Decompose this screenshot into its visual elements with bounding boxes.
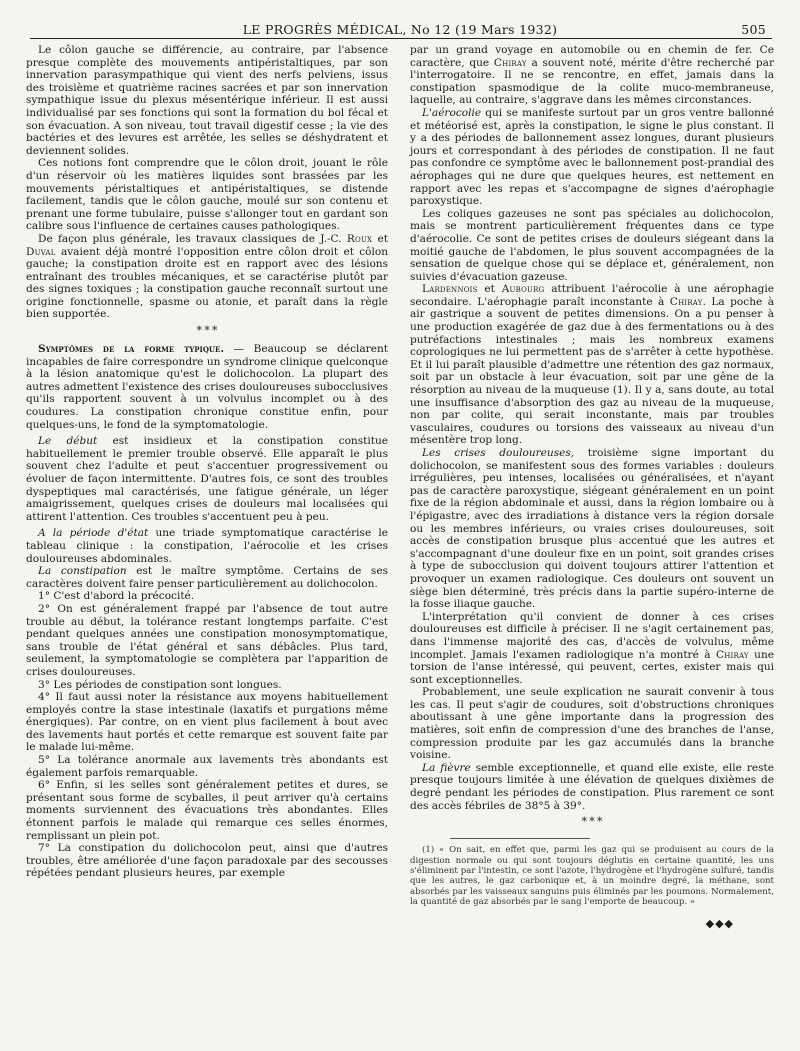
- paragraph: Les crises douloureuses, troisième signe important du dolichocolon, se manifestent sous des formes variables : douleurs irrégulières, peu intenses, localisées ou généralisées, et n'ayant pas de caractère paroxystique, siégeant généralement en un point fixe de la région abdominale et aussi, dans la région lombaire ou à l'épigastre, avec des irradiations à distance vers la région dorsale ou les membres inférieurs, ou vraies crises douloureuses, soit accès de constipation brusque plus accentué que les autres et s'accompagnant d'une douleur fixe en un point, soit grandes crises à type de subocclusion qui doivent toujours attirer l'attention et provoquer un examen radiologique. Ces douleurs ont souvent un siège bien déterminé, très précis dans la partie supéro-interne de la fosse iliaque gauche.: [410, 447, 774, 611]
- paragraph: Les coliques gazeuses ne sont pas spéciales au dolichocolon, mais se montrent particulièrement fréquentes dans ce type d'aérocolie. Ce sont de petites crises de douleurs siégeant dans la moitié gauche de l'abdomen, le plus souvent accompagnées de la sensation de quelque chose qui se déplace et, généralement, non suivies d'évacuation gazeuse.: [410, 207, 774, 283]
- paragraph: Symptômes de la forme typique. — Beaucoup se déclarent incapables de faire correspondre un syndrome clinique quelconque à la lésion anatomique qu'est le dolichocolon. La plupart des autres admettent l'existence des crises douloureuses subocclusives qu'ils rapportent souvent à un volvulus incomplet ou à des coudures. La constipation chronique constitue enfin, pour quelques-uns, le fond de la symptomatologie.: [26, 343, 388, 431]
- paragraph: Probablement, une seule explication ne saurait convenir à tous les cas. Il peut s'agir de coudures, soit d'obstructions chroniques aboutissant à une gêne importante dans la progression des matières, soit enfin de compression d'une des branches de l'anse, compression produite par les gaz accumulés dans la branche voisine.: [410, 686, 774, 762]
- author-name: Chiray: [669, 295, 703, 308]
- paragraph: L'aérocolie qui se manifeste surtout par un gros ventre ballonné et météorisé est, après la constipation, le signe le plus constant. Il y a des périodes de ballonnement assez longues, durant plusieurs jours et correspondant à des périodes de constipation. Il ne faut pas confondre ce symptôme avec le ballonnement post-prandial des aérophages qui ne dure que quelques heures, est nettement en rapport avec les repas et s'accompagne de signes d'aérophagie paroxystique.: [410, 106, 775, 208]
- footnote: (1) « On sait, en effet que, parmi les gaz qui se produisent au cours de la digestion normale ou qui sont toujours déglutis en certaine quantité, les uns s'éliminent par l'intestin, ce sont l'azote, l'hydrogène et l'hydrogène sulfuré, tandis que les autres, le gaz carbonique et, à un moindre degré, la méthane, sont absorbés par les vaisseaux sanguins puis éliminés par les poumons. Normalement, la quantité de gaz absorbés par le sang l'emporte de beaucoup. »: [410, 845, 774, 908]
- right-column: [410, 44, 774, 930]
- list-item: 1° C'est d'abord la précocité.: [38, 590, 195, 603]
- author-name: Lardennois: [422, 283, 478, 296]
- author-name: Chiray: [493, 56, 527, 69]
- section-ornament: * * *: [581, 815, 603, 829]
- list-item: 7° La constipation du dolichocolon peut, ainsi que d'autres troubles, être améliorée d'une façon paradoxale par des secousses répétées pendant plusieurs heures, par exemple: [26, 842, 388, 880]
- page-number: 505: [741, 22, 766, 37]
- author-name: Duval: [26, 245, 56, 258]
- paragraph: par un grand voyage en automobile ou en chemin de fer. Ce caractère, que Chiray a souvent noté, mérite d'être recherché par l'interrogatoire. Il ne se rencontre, en effet, jamais dans la constipation spasmodique de la colite muco-membraneuse, laquelle, au contraire, s'aggrave dans les mêmes circonstances.: [410, 44, 774, 107]
- end-ornament: ◆◆◆: [705, 916, 734, 930]
- journal-title: LE PROGRÈS MÉDICAL, No 12 (19 Mars 1932): [242, 22, 558, 37]
- paragraph: De façon plus générale, les travaux classiques de J.-C. Roux et Duval avaient déjà montré l'opposition entre côlon droit et côlon gauche; la constipation droite est en rapport avec des lésions entraînant des troubles mécaniques, et se caractérise plutôt par des signes toxiques ; la constipation gauche reconnaît surtout une origine fonctionnelle, spasme ou atonie, et paraît dans la règle bien supportée.: [26, 232, 388, 321]
- paragraph: Le côlon gauche se différencie, au contraire, par l'absence presque complète des mouvements antipéristaltiques, par son innervation parasympathique qui vient des nerfs pelviens, issus des troisième et quatrième racines sacrées et par son innervation sympathique issue du plexus mésentérique inférieur. Il est aussi individualisé par ses fonctions qui sont la formation du bol fécal et son évacuation. A son niveau, tout travail digestif cesse ; la vie des bactéries et des levures est arrêtée, les selles se déshydratent et deviennent solides.: [26, 44, 388, 157]
- paragraph: L'interprétation qu'il convient de donner à ces crises douloureuses est difficile à préciser. Il ne s'agit certainement pas, dans l'immense majorité des cas, d'accès de volvulus, même incomplet. Jamais l'examen radiologique n'a montré à Chiray une torsion de l'anse intéressé, qui peuvent, certes, exister mais qui sont exceptionnelles.: [410, 610, 774, 686]
- paragraph: La fièvre semble exceptionnelle, et quand elle existe, elle reste presque toujours limitée à une élévation de quelques dixièmes de degré pendant les périodes de constipation. Plus rarement ce sont des accès fébriles de 38°5 à 39°.: [410, 761, 774, 812]
- footnote-rule: [450, 838, 590, 839]
- left-column: [26, 44, 388, 880]
- list-item: 6° Enfin, si les selles sont généralement petites et dures, se présentant sous forme de scyballes, il peut arriver qu'à certains moments surviennent des évacuations très abondantes. Elles étonnent parfois le malade qui remarque ces selles énormes, remplissant un plein pot.: [26, 779, 388, 842]
- paragraph: La constipation est le maître symptôme. Certains de ses caractères doivent faire penser particulièrement au dolichocolon.: [26, 565, 388, 590]
- paragraph: Le début est insidieux et la constipation constitue habituellement le premier trouble observé. Elle apparaît le plus souvent chez l'adulte et peut s'accentuer progressivement ou évoluer de façon intermittente. D'autres fois, ce sont des troubles dyspeptiques mal caractérisés, une fatigue générale, un léger amaigrissement, quelques crises de douleurs mal localisées qui attirent l'attention. Ces troubles s'accentuent peu à peu.: [26, 435, 389, 523]
- author-name: Roux: [346, 232, 373, 245]
- list-item: 2° On est généralement frappé par l'absence de tout autre trouble au début, la tolérance restant longtemps parfaite. C'est pendant quelques années une constipation monosymptomatique, sans trouble de l'état général et sans débâcles. Plus tard, seulement, la symptomatologie se complètera par l'apparition de crises douloureuses.: [26, 602, 388, 678]
- paragraph: A la période d'état une triade symptomatique caractérise le tableau clinique : la constipation, l'aérocolie et les crises douloureuses abdominales.: [26, 527, 388, 565]
- paragraph: Ces notions font comprendre que le côlon droit, jouant le rôle d'un réservoir où les matières liquides sont brassées par les mouvements péristaltiques et antipéristaltiques, se distende facilement, tandis que le côlon gauche, moulé sur son contenu et prenant une forme tubulaire, puisse s'allonger tout en gardant son calibre sous l'influence de certaines causes pathologiques.: [26, 157, 388, 233]
- list-item: 3° Les périodes de constipation sont longues.: [38, 678, 282, 691]
- paragraph: Lardennois et Aubourg attribuent l'aérocolie à une aérophagie secondaire. L'aérophagie paraît inconstante à Chiray. La poche à air gastrique a souvent de petites dimensions. On a pu penser à une production exagérée de gaz due à des fermentations ou à des putréfactions intestinales ; mais les nombreux examens coprologiques ne lui permettent pas de s'arrêter à cette hypothèse. Et il lui paraît plausible d'admettre une rétention des gaz normaux, soit par un obstacle à leur évacuation, soit par une gêne de la résorption au niveau de la muqueuse (1). Il y a, sans doute, au total une insuffisance d'absorption des gaz au niveau de la muqueuse, non par colite, qui serait inconstante, mais par troubles vasculaires, coudures ou torsions des vaisseaux au niveau d'un mésentère trop long.: [410, 283, 774, 447]
- section-ornament: * * *: [196, 324, 218, 338]
- list-item: 5° La tolérance anormale aux lavements très abondants est également parfois remarquable.: [26, 754, 388, 779]
- author-name: Chiray: [715, 648, 749, 661]
- section-heading: Symptômes de la forme typique.: [38, 343, 225, 356]
- author-name: Aubourg: [501, 283, 545, 296]
- list-item: 4° Il faut aussi noter la résistance aux moyens habituellement employés contre la stase intestinale (laxatifs et purgations même énergiques). Par contre, on en vient plus facilement à bout avec des lavements haut portés et cette remarque est souvent faite par le malade lui-même.: [26, 691, 388, 754]
- header-rule: [30, 38, 772, 39]
